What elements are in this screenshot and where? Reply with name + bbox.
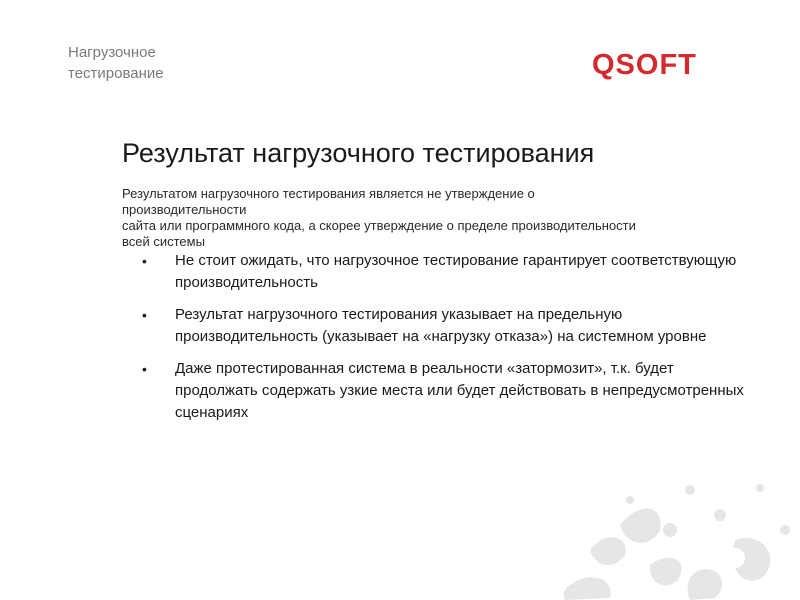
bullet-item xyxy=(140,250,750,294)
section-label-line-2: тестирование xyxy=(68,65,164,82)
intro-line-3: сайта или программного кода, а скорее утверждение о пределе производительности xyxy=(122,218,636,233)
bullet-item xyxy=(140,304,750,348)
bullet-text-3: Даже протестированная система в реальности «затормозит», т.к. будет продолжать содержать узкие места или будет действовать в непредусмотренных сценариях xyxy=(175,360,744,421)
slide-title: Результат нагрузочного тестирования xyxy=(122,138,595,168)
bullet-text-2: Результат нагрузочного тестирования указывает на предельную производительность (указывает на «нагрузку отказа») на системном уровне xyxy=(175,306,707,345)
bullet-list xyxy=(140,250,750,434)
section-label-line-1: Нагрузочное xyxy=(68,44,156,61)
bullet-marker: • xyxy=(142,253,147,269)
intro-line-4: всей системы xyxy=(122,234,205,249)
floral-ornament-icon xyxy=(560,470,800,600)
qsoft-logo: QSOFT xyxy=(592,49,697,81)
bullet-text-1: Не стоит ожидать, что нагрузочное тестирование гарантирует соответствующую производительность xyxy=(175,252,737,291)
section-label xyxy=(68,42,164,84)
intro-paragraph xyxy=(122,186,762,250)
bullet-marker: • xyxy=(142,307,147,323)
bullet-marker: • xyxy=(142,361,147,377)
intro-line-2: производительности xyxy=(122,202,247,217)
bullet-item xyxy=(140,358,750,424)
intro-line-1: Результатом нагрузочного тестирования является не утверждение о xyxy=(122,186,535,201)
